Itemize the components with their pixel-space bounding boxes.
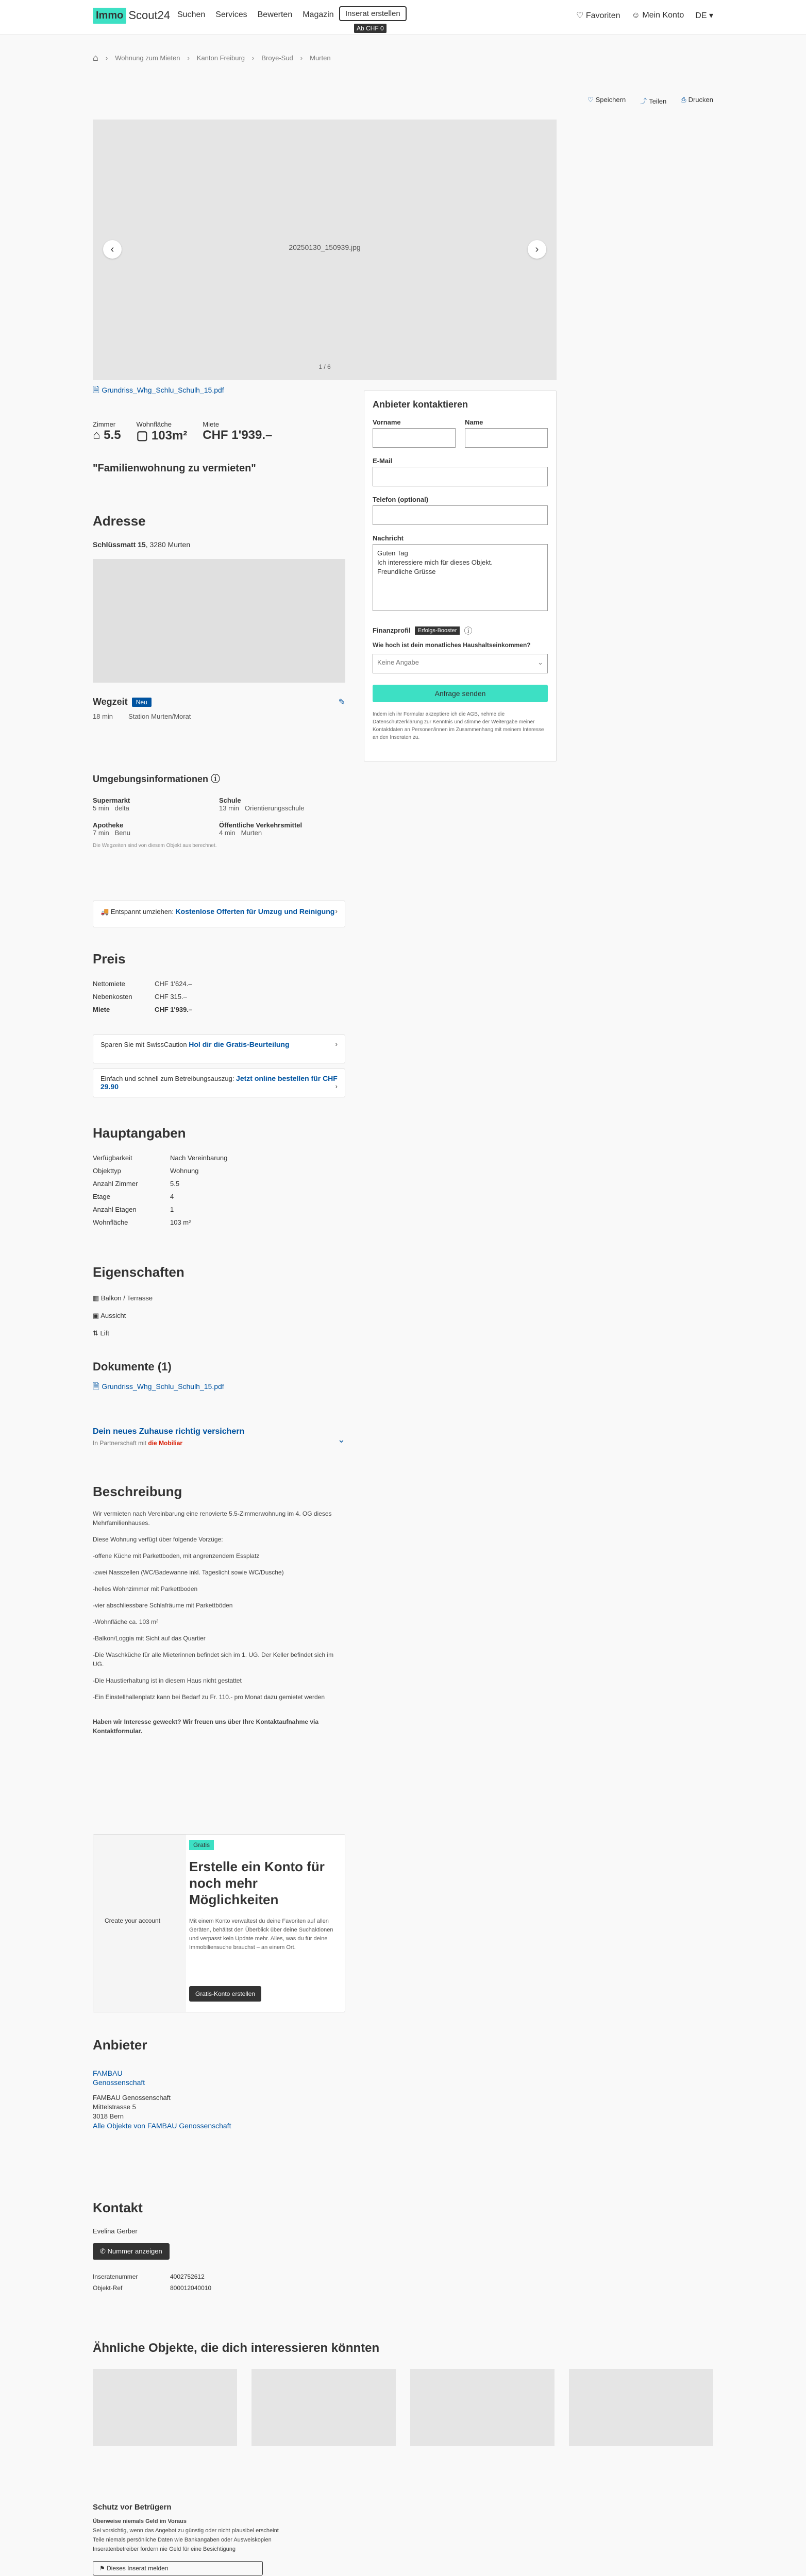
deposit-link[interactable]: Hol dir die Gratis-Beurteilung — [189, 1040, 290, 1048]
price-value: CHF 1'939.– — [155, 1006, 193, 1013]
floorplan-link-label: Grundriss_Whg_Schlu_Schulh_15.pdf — [102, 386, 224, 394]
nav-magazine[interactable]: Magazin — [303, 10, 334, 19]
place-name: Orientierungsschule — [244, 804, 305, 812]
fraud-title: Schutz vor Betrügern — [93, 2503, 172, 2512]
last-name-field[interactable] — [465, 428, 548, 448]
flag-icon: ⚑ — [99, 2565, 107, 2572]
heart-icon: ♡ — [587, 96, 594, 104]
account-label: Mein Konto — [642, 11, 684, 20]
similar-card[interactable] — [569, 2369, 713, 2446]
truck-icon: 🚚 — [100, 908, 111, 916]
price-heading: Preis — [93, 951, 126, 967]
message-field[interactable]: Guten Tag Ich interessiere mich für dieses Objekt. Freundliche Grüsse — [373, 544, 548, 611]
breadcrumb-item[interactable]: Wohnung zum Mieten — [115, 54, 180, 62]
contact-form-title: Anbieter kontaktieren — [373, 399, 468, 410]
description-para: -Ein Einstellhallenplatz kann bei Bedarf zu Fr. 110.- pro Monat dazu gemietet werden — [93, 1693, 325, 1701]
walk-time: 13 min — [219, 804, 240, 812]
info-icon[interactable]: ⓘ — [211, 774, 221, 784]
listing-title: "Familienwohnung zu vermieten" — [93, 463, 256, 474]
feature-item — [93, 1325, 345, 1342]
fraud-section — [93, 2503, 350, 2575]
key-facts — [93, 420, 345, 443]
info-icon[interactable]: ⓘ — [464, 627, 473, 636]
insurance-section[interactable] — [93, 1427, 345, 1447]
rent-fact — [203, 420, 272, 443]
favorites-label: Favoriten — [585, 11, 620, 20]
phone-label: Telefon (optional) — [373, 496, 429, 503]
info-label: Objekttyp — [93, 1167, 121, 1175]
account-promo-title: Erstelle ein Konto für noch mehr Möglichkeiten — [189, 1859, 325, 1907]
feature-label: Lift — [100, 1329, 109, 1337]
info-label: Anzahl Zimmer — [93, 1180, 138, 1188]
show-number-button[interactable] — [93, 2243, 170, 2260]
account-promo-side: Create your account — [105, 1917, 161, 1924]
breadcrumb: ⌂ › Wohnung zum Mieten › Kanton Freiburg › Broye-Sud › Murten — [93, 53, 331, 63]
extract-link[interactable]: Jetzt online bestellen für CHF 29.90 — [100, 1074, 338, 1091]
provider-objects-link[interactable]: Alle Objekte von FAMBAU Genossenschaft — [93, 2122, 231, 2130]
info-value: Wohnung — [170, 1167, 199, 1175]
description-para: -helles Wohnzimmer mit Parkettboden — [93, 1585, 198, 1592]
save-label: Speichern — [595, 96, 626, 104]
share-button[interactable] — [640, 96, 666, 106]
rooms-fact — [93, 420, 121, 443]
area-fact — [137, 420, 188, 443]
price-label: Nebenkosten — [93, 993, 132, 1001]
surrounding-item — [219, 821, 345, 837]
contact-section — [93, 2200, 345, 2294]
documents-section — [93, 1360, 345, 1395]
account-link[interactable] — [632, 11, 684, 20]
surroundings-note: Die Wegzeiten sind von diesem Objekt aus berechnet. — [93, 843, 217, 849]
description-para: -Wohnfläche ca. 103 m² — [93, 1618, 159, 1625]
moving-link[interactable]: Kostenlose Offerten für Umzug und Reinigung — [175, 907, 335, 916]
floorplan-link[interactable] — [93, 384, 345, 398]
description-para: -Die Waschküche für alle Mieterinnen befindet sich im 1. UG. Der Keller befindet sich im UG. — [93, 1651, 334, 1668]
similar-card[interactable] — [93, 2369, 237, 2446]
extract-text: Einfach und schnell zum Betreibungsauszug: — [100, 1075, 237, 1082]
main-info-heading: Hauptangaben — [93, 1125, 186, 1141]
finance-question: Wie hoch ist dein monatliches Haushaltseinkommen? — [373, 641, 531, 649]
price-value: CHF 315.– — [155, 993, 187, 1001]
nav-search[interactable]: Suchen — [177, 10, 206, 19]
walk-time: 4 min — [219, 829, 236, 837]
moving-offer-card[interactable]: 🚚 Entspannt umziehen: Kostenlose Offerten für Umzug und Reinigung › — [93, 901, 345, 927]
income-selected: Keine Angabe — [377, 658, 419, 666]
description-heading: Beschreibung — [93, 1484, 182, 1499]
surroundings-section — [93, 772, 345, 849]
contact-form — [364, 391, 557, 761]
provider-section — [93, 2037, 345, 2130]
fraud-item: Inseratenbetreiber fordern nie Geld für eine Besichtigung — [93, 2546, 236, 2552]
ref-label: Inseratenummer — [93, 2273, 138, 2280]
favorites-link[interactable] — [576, 10, 620, 21]
share-icon: ⤴ — [640, 97, 647, 105]
price-label: Nettomiete — [93, 980, 125, 988]
rent-label: Miete — [203, 420, 220, 428]
description-para: -offene Küche mit Parkettboden, mit angrenzendem Essplatz — [93, 1552, 260, 1560]
price-label: Miete — [93, 1006, 110, 1013]
last-name-label: Name — [465, 418, 483, 426]
document-icon: 🗎 — [93, 386, 102, 395]
nav-evaluate[interactable]: Bewerten — [257, 10, 293, 19]
insurance-partner: In Partnerschaft mit — [93, 1439, 147, 1447]
email-field[interactable] — [373, 467, 548, 486]
print-icon: ⎙ — [681, 96, 686, 104]
bed-icon: ⌂ — [93, 428, 104, 442]
info-label: Wohnfläche — [93, 1218, 128, 1226]
fraud-item: Sei vorsichtig, wenn das Angebot zu günstig oder nicht plausibel erscheint — [93, 2528, 279, 2534]
view-icon: ▣ — [93, 1312, 101, 1319]
documents-heading: Dokumente (1) — [93, 1360, 172, 1373]
surroundings-heading: Umgebungsinformationen — [93, 774, 208, 784]
provider-heading: Anbieter — [93, 2037, 147, 2053]
account-promo-card — [93, 1834, 345, 2012]
address-section — [93, 513, 345, 683]
insurance-heading: Dein neues Zuhause richtig versichern — [93, 1427, 245, 1436]
deposit-card[interactable]: Sparen Sie mit SwissCaution Hol dir die Gratis-Beurteilung › — [93, 1035, 345, 1063]
breadcrumb-item[interactable]: Broye-Sud — [261, 54, 293, 62]
contact-heading: Kontakt — [93, 2200, 143, 2215]
walk-time: 7 min — [93, 829, 109, 837]
features-section — [93, 1264, 345, 1342]
document-link[interactable] — [93, 1381, 345, 1395]
provider-company: FAMBAU Genossenschaft — [93, 2094, 171, 2102]
first-name-label: Vorname — [373, 418, 401, 426]
address-city: , 3280 Murten — [145, 540, 191, 549]
surrounding-label: Öffentliche Verkehrsmittel — [219, 821, 303, 829]
provider-city: 3018 Bern — [93, 2112, 124, 2120]
area-value: 103m² — [151, 429, 188, 443]
description-cta: Haben wir Interesse geweckt? Wir freuen uns über Ihre Kontaktaufnahme via Kontaktformular. — [93, 1718, 319, 1735]
price-value: CHF 1'624.– — [155, 980, 192, 988]
gallery-prev-button[interactable]: ‹ — [103, 240, 122, 259]
info-value: 4 — [170, 1193, 174, 1200]
info-label: Verfügbarkeit — [93, 1154, 132, 1162]
report-listing-label: Dieses Inserat melden — [107, 2565, 169, 2572]
surrounding-item — [93, 796, 219, 812]
logo-text: Scout24 — [128, 9, 171, 22]
chevron-down-icon[interactable]: ⌄ — [337, 1434, 345, 1445]
save-button[interactable] — [587, 96, 626, 106]
image-gallery[interactable] — [93, 120, 557, 380]
user-icon: ☺ — [631, 11, 643, 20]
ref-value: 4002752612 — [170, 2273, 205, 2280]
mobiliar-logo: die Mobiliar — [148, 1439, 183, 1447]
fraud-item: Teile niemals persönliche Daten wie Bankangaben oder Ausweiskopien — [93, 2537, 272, 2543]
show-number-label: Nummer anzeigen — [107, 2247, 162, 2255]
gallery-counter: 1 / 6 — [318, 363, 331, 370]
walk-time: 5 min — [93, 804, 109, 812]
surrounding-label: Apotheke — [93, 821, 124, 829]
phone-icon: ✆ — [100, 2247, 108, 2255]
message-label: Nachricht — [373, 534, 404, 542]
finance-label: Finanzprofil — [373, 626, 411, 634]
place-name: Benu — [114, 829, 131, 837]
ref-label: Objekt-Ref — [93, 2284, 123, 2292]
description-para: -vier abschliessbare Schlafräume mit Parkettböden — [93, 1602, 233, 1609]
moving-text: Entspannt umziehen: — [110, 908, 176, 916]
provider-logo-text[interactable]: FAMBAU — [93, 2069, 123, 2077]
main-nav — [177, 10, 334, 20]
route-time: 18 min — [93, 713, 113, 720]
area-icon: ▢ — [136, 429, 152, 443]
description-para: -Die Haustierhaltung ist in diesem Haus nicht gestattet — [93, 1677, 242, 1684]
address-street: Schlüssmatt 15 — [93, 540, 146, 549]
provider-street: Mittelstrasse 5 — [93, 2103, 136, 2111]
feature-label: Balkon / Terrasse — [100, 1294, 153, 1302]
surrounding-label: Supermarkt — [93, 796, 130, 804]
provider-logo-text[interactable]: Genossenschaft — [93, 2078, 145, 2087]
route-heading: Wegzeit — [93, 697, 128, 707]
info-value: Nach Vereinbarung — [170, 1154, 228, 1162]
logo[interactable] — [93, 7, 170, 24]
language-select[interactable]: DE ▾ — [695, 11, 713, 20]
rooms-label: Zimmer — [93, 420, 116, 428]
info-label: Anzahl Etagen — [93, 1206, 137, 1213]
site-header — [0, 0, 806, 35]
new-badge: Neu — [132, 698, 152, 707]
description-section — [93, 1484, 345, 1736]
address-heading: Adresse — [93, 513, 146, 529]
lift-icon: ⇅ — [93, 1329, 100, 1337]
contact-person: Evelina Gerber — [93, 2227, 138, 2235]
extract-card[interactable]: Einfach und schnell zum Betreibungsauszug: Jetzt online bestellen für CHF 29.90 › — [93, 1069, 345, 1097]
home-icon[interactable]: ⌂ — [93, 53, 98, 63]
map[interactable] — [93, 559, 345, 683]
surrounding-item — [93, 821, 219, 837]
free-badge: Gratis — [189, 1840, 214, 1850]
share-label: Teilen — [649, 97, 667, 105]
area-label: Wohnfläche — [136, 420, 172, 428]
description-para: Diese Wohnung verfügt über folgende Vorzüge: — [93, 1536, 223, 1543]
logo-box: Immo — [93, 8, 126, 24]
description-para: -Balkon/Loggia mit Sicht auf das Quartier — [93, 1635, 206, 1642]
listing-actions — [587, 96, 713, 106]
similar-card[interactable] — [251, 2369, 396, 2446]
route-section — [93, 697, 345, 720]
print-label: Drucken — [688, 96, 713, 104]
similar-heading: Ähnliche Objekte, die dich interessieren könnten — [93, 2341, 380, 2355]
language-label: DE — [695, 11, 707, 20]
fraud-item: Überweise niemals Geld im Voraus — [93, 2518, 187, 2524]
description-para: -zwei Nasszellen (WC/Badewanne inkl. Tageslicht sowie WC/Dusche) — [93, 1569, 284, 1576]
description-para: Wir vermieten nach Vereinbarung eine renovierte 5.5-Zimmerwohnung im 4. OG dieses Mehrfamilienhauses. — [93, 1510, 332, 1527]
surrounding-label: Schule — [219, 796, 241, 804]
rooms-value: 5.5 — [104, 428, 121, 442]
heart-icon: ♡ — [576, 11, 586, 20]
insert-price-badge: Ab CHF 0 — [354, 24, 387, 33]
first-name-field[interactable] — [373, 428, 456, 448]
insert-button[interactable]: Inserat erstellen — [339, 6, 407, 21]
feature-label: Aussicht — [100, 1312, 126, 1319]
document-icon: 🗎 — [93, 1382, 102, 1391]
ref-value: 800012040010 — [170, 2284, 212, 2292]
place-name: delta — [114, 804, 129, 812]
price-section — [93, 951, 345, 1016]
deposit-text: Sparen Sie mit SwissCaution — [100, 1041, 187, 1048]
breadcrumb-item: Murten — [310, 54, 331, 62]
main-info-section — [93, 1125, 345, 1229]
rent-value: CHF 1'939.– — [203, 428, 273, 442]
print-button[interactable] — [681, 96, 713, 106]
image-caption: 20250130_150939.jpg — [289, 243, 361, 251]
similar-card[interactable] — [410, 2369, 555, 2446]
place-name: Murten — [241, 829, 262, 837]
info-value: 5.5 — [170, 1180, 180, 1188]
route-station: Station Murten/Morat — [128, 713, 191, 720]
submit-button[interactable]: Anfrage senden — [373, 685, 548, 702]
document-file: Grundriss_Whg_Schlu_Schulh_15.pdf — [102, 1382, 224, 1391]
info-value: 103 m² — [170, 1218, 191, 1226]
edit-icon[interactable]: ✎ — [338, 698, 345, 707]
features-heading: Eigenschaften — [93, 1264, 184, 1280]
report-listing-button[interactable] — [93, 2561, 263, 2575]
balcony-icon: ▦ — [93, 1294, 101, 1302]
surrounding-item — [219, 796, 345, 812]
account-promo-text: Mit einem Konto verwaltest du deine Favoriten auf allen Geräten, behältst den Überblick über deine Suchaktionen und verpasst kein Update mehr. Alles, was du für deine Immobiliensuche brauchst – an einem Ort. — [189, 1918, 333, 1951]
info-value: 1 — [170, 1206, 174, 1213]
gallery-next-button[interactable]: › — [528, 240, 546, 259]
booster-badge: Erfolgs-Booster — [415, 626, 460, 635]
email-label: E-Mail — [373, 457, 393, 465]
phone-field[interactable] — [373, 505, 548, 525]
feature-item — [93, 1307, 345, 1325]
income-select[interactable]: Keine Angabe ⌄ — [373, 654, 548, 673]
legal-text: Indem ich ihr Formular akzeptiere ich die AGB, nehme die Datenschutzerklärung zur Kenntnis und stimme der Weitergabe meiner Kontaktdaten an Personen/innen im Zusammenhang mit meinem Interesse an den Inseraten zu. — [373, 711, 544, 740]
create-account-button[interactable]: Gratis-Konto erstellen — [189, 1986, 261, 2002]
info-label: Etage — [93, 1193, 110, 1200]
feature-item — [93, 1290, 345, 1307]
breadcrumb-item[interactable]: Kanton Freiburg — [196, 54, 245, 62]
nav-services[interactable]: Services — [215, 10, 247, 19]
